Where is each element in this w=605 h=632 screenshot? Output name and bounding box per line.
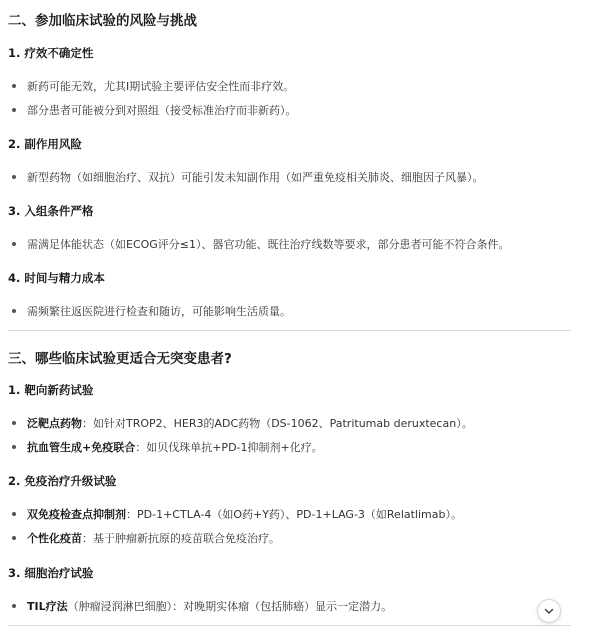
subsection-heading: 4. 时间与精力成本 bbox=[8, 271, 105, 285]
section-heading-suitable-trials: 三、哪些临床试验更适合无突变患者? bbox=[8, 351, 232, 367]
section-divider bbox=[8, 330, 571, 331]
bullet-icon bbox=[12, 309, 16, 313]
bullet-icon bbox=[12, 445, 16, 449]
list-item bbox=[12, 506, 462, 522]
bullet-icon bbox=[12, 421, 16, 425]
bullet-icon bbox=[12, 242, 16, 246]
list-item bbox=[12, 78, 294, 94]
list-item-term: 个性化疫苗 bbox=[27, 532, 82, 545]
scroll-to-bottom-button[interactable] bbox=[537, 599, 561, 623]
bullet-icon bbox=[12, 84, 16, 88]
list-item-term: 抗血管生成+免疫联合 bbox=[27, 441, 136, 454]
section-heading-risks: 二、参加临床试验的风险与挑战 bbox=[8, 13, 197, 29]
list-item-text: ：如针对TROP2、HER3的ADC药物（DS-1062、Patritumab deruxtecan）。 bbox=[82, 417, 473, 430]
bullet-icon bbox=[12, 536, 16, 540]
list-item bbox=[12, 236, 510, 252]
subsection-heading: 2. 免疫治疗升级试验 bbox=[8, 474, 117, 488]
list-item-text: 新型药物（如细胞治疗、双抗）可能引发未知副作用（如严重免疫相关肺炎、细胞因子风暴）。 bbox=[27, 171, 484, 184]
list-item-term: TIL疗法 bbox=[27, 600, 68, 613]
list-item bbox=[12, 598, 392, 614]
list-item-term: 双免疫检查点抑制剂 bbox=[27, 508, 126, 521]
subsection-heading: 1. 靶向新药试验 bbox=[8, 383, 94, 397]
list-item-term: 泛靶点药物 bbox=[27, 417, 82, 430]
list-item-text: ：PD-1+CTLA-4（如O药+Y药）、PD-1+LAG-3（如Relatlimab）。 bbox=[126, 508, 462, 521]
list-item-text: 新药可能无效，尤其I期试验主要评估安全性而非疗效。 bbox=[27, 80, 295, 93]
list-item-text: 部分患者可能被分到对照组（接受标准治疗而非新药）。 bbox=[27, 104, 297, 117]
list-item-text: 需满足体能状态（如ECOG评分≤1）、器官功能、既往治疗线数等要求，部分患者可能不符合条件。 bbox=[27, 238, 510, 251]
bullet-icon bbox=[12, 512, 16, 516]
bullet-icon bbox=[12, 175, 16, 179]
list-item bbox=[12, 102, 297, 118]
list-item-text: ：基于肿瘤新抗原的疫苗联合免疫治疗。 bbox=[82, 532, 280, 545]
subsection-heading: 1. 疗效不确定性 bbox=[8, 46, 94, 60]
chevron-down-icon bbox=[543, 605, 555, 617]
list-item bbox=[12, 530, 280, 546]
list-item-text: ：如贝伐珠单抗+PD-1抑制剂+化疗。 bbox=[135, 441, 323, 454]
list-item-text: 需频繁往返医院进行检查和随访，可能影响生活质量。 bbox=[27, 305, 291, 318]
list-item bbox=[12, 303, 291, 319]
list-item bbox=[12, 439, 323, 455]
subsection-heading: 2. 副作用风险 bbox=[8, 137, 82, 151]
section-divider bbox=[8, 625, 571, 626]
list-item-text: （肿瘤浸润淋巴细胞）：对晚期实体瘤（包括肺癌）显示一定潜力。 bbox=[67, 600, 393, 613]
bullet-icon bbox=[12, 604, 16, 608]
subsection-heading: 3. 细胞治疗试验 bbox=[8, 566, 94, 580]
subsection-heading: 3. 入组条件严格 bbox=[8, 204, 94, 218]
bullet-icon bbox=[12, 108, 16, 112]
list-item bbox=[12, 169, 484, 185]
list-item bbox=[12, 415, 473, 431]
